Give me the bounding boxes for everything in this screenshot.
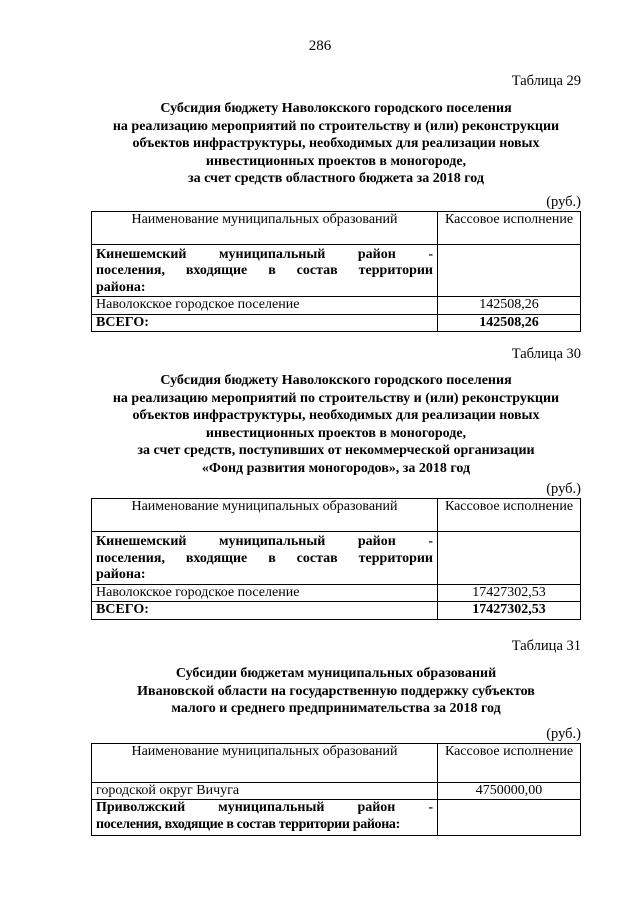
unit-label: (руб.)	[546, 481, 581, 497]
title-line: объектов инфраструктуры, необходимых для реализации новых	[132, 136, 540, 151]
table-title	[61, 372, 611, 477]
table-row	[92, 584, 581, 602]
group-line: района:	[96, 567, 146, 582]
group-cell	[92, 244, 438, 297]
row-value-cell: 142508,26	[438, 297, 581, 315]
table-label: Таблица 30	[511, 346, 581, 362]
data-table	[91, 498, 581, 620]
data-table	[91, 211, 581, 333]
title-line: за счет средств, поступивших от некоммерческой организации	[137, 443, 535, 458]
group-cell	[92, 532, 438, 585]
total-label-cell: ВСЕГО:	[92, 602, 438, 620]
header-name-cell: Наименование муниципальных образований	[92, 499, 438, 532]
table-header-row	[92, 743, 581, 782]
table-31-section	[91, 637, 581, 836]
group-row	[92, 532, 581, 585]
page-number: 286	[308, 38, 332, 54]
header-name-cell: Наименование муниципальных образований	[92, 743, 438, 782]
row-value-cell: 4750000,00	[438, 782, 581, 800]
group-line: поселения, входящие в состав территории	[96, 550, 433, 566]
group-line: Кинешемский муниципальный район -	[96, 534, 433, 549]
table-30-section	[91, 345, 581, 620]
total-value-cell: 142508,26	[438, 314, 581, 332]
group-value-cell	[438, 532, 581, 585]
group-line: Приволжский муниципальный район -	[96, 800, 433, 815]
group-line: района:	[96, 279, 146, 295]
group-cell	[92, 800, 438, 836]
header-value-cell: Кассовое исполнение	[438, 211, 581, 244]
table-label: Таблица 31	[511, 638, 581, 654]
total-row	[92, 602, 581, 620]
title-line: Субсидии бюджетам муниципальных образований	[175, 666, 497, 681]
unit-label: (руб.)	[546, 725, 581, 742]
row-name-cell: Наволокское городское поселение	[92, 297, 438, 315]
table-row	[92, 782, 581, 800]
title-line: малого и среднего предпринимательства за 2018 год	[171, 701, 501, 716]
title-line: на реализацию мероприятий по строительству и (или) реконструкции	[112, 118, 560, 134]
header-name-cell: Наименование муниципальных образований	[92, 211, 438, 244]
table-title	[61, 665, 611, 718]
group-line: поселения, входящие в состав территории района:	[96, 816, 400, 832]
table-header-row	[92, 211, 581, 244]
group-line: поселения, входящие в состав территории	[96, 263, 433, 278]
total-value-cell: 17427302,53	[438, 602, 581, 620]
table-row	[92, 297, 581, 315]
header-value-cell: Кассовое исполнение	[438, 743, 581, 782]
table-title	[61, 100, 611, 188]
group-row	[92, 800, 581, 836]
title-line: Субсидия бюджету Наволокского городского поселения	[160, 373, 512, 388]
table-29-section	[91, 72, 581, 332]
unit-label: (руб.)	[546, 193, 581, 210]
title-line: инвестиционных проектов в моногороде,	[205, 153, 467, 169]
group-value-cell	[438, 800, 581, 836]
title-line: инвестиционных проектов в моногороде,	[205, 425, 467, 441]
title-line: объектов инфраструктуры, необходимых для реализации новых	[132, 408, 540, 423]
total-row	[92, 314, 581, 332]
title-line: Субсидия бюджету Наволокского городского поселения	[160, 101, 512, 116]
title-line: за счет средств областного бюджета за 2018 год	[187, 171, 484, 186]
title-line: на реализацию мероприятий по строительству и (или) реконструкции	[112, 390, 560, 406]
group-value-cell	[438, 244, 581, 297]
title-line: Ивановской области на государственную поддержку субъектов	[137, 683, 535, 699]
row-value-cell: 17427302,53	[438, 584, 581, 602]
table-label: Таблица 29	[511, 73, 581, 89]
title-line: «Фонд развития моногородов», за 2018 год	[201, 460, 471, 476]
group-row	[92, 244, 581, 297]
header-value-cell: Кассовое исполнение	[438, 499, 581, 532]
row-name-cell: городской округ Вичуга	[92, 782, 438, 800]
table-header-row	[92, 499, 581, 532]
data-table	[91, 743, 581, 837]
group-line: Кинешемский муниципальный район -	[96, 246, 433, 262]
total-label-cell: ВСЕГО:	[92, 314, 438, 332]
row-name-cell: Наволокское городское поселение	[92, 584, 438, 602]
